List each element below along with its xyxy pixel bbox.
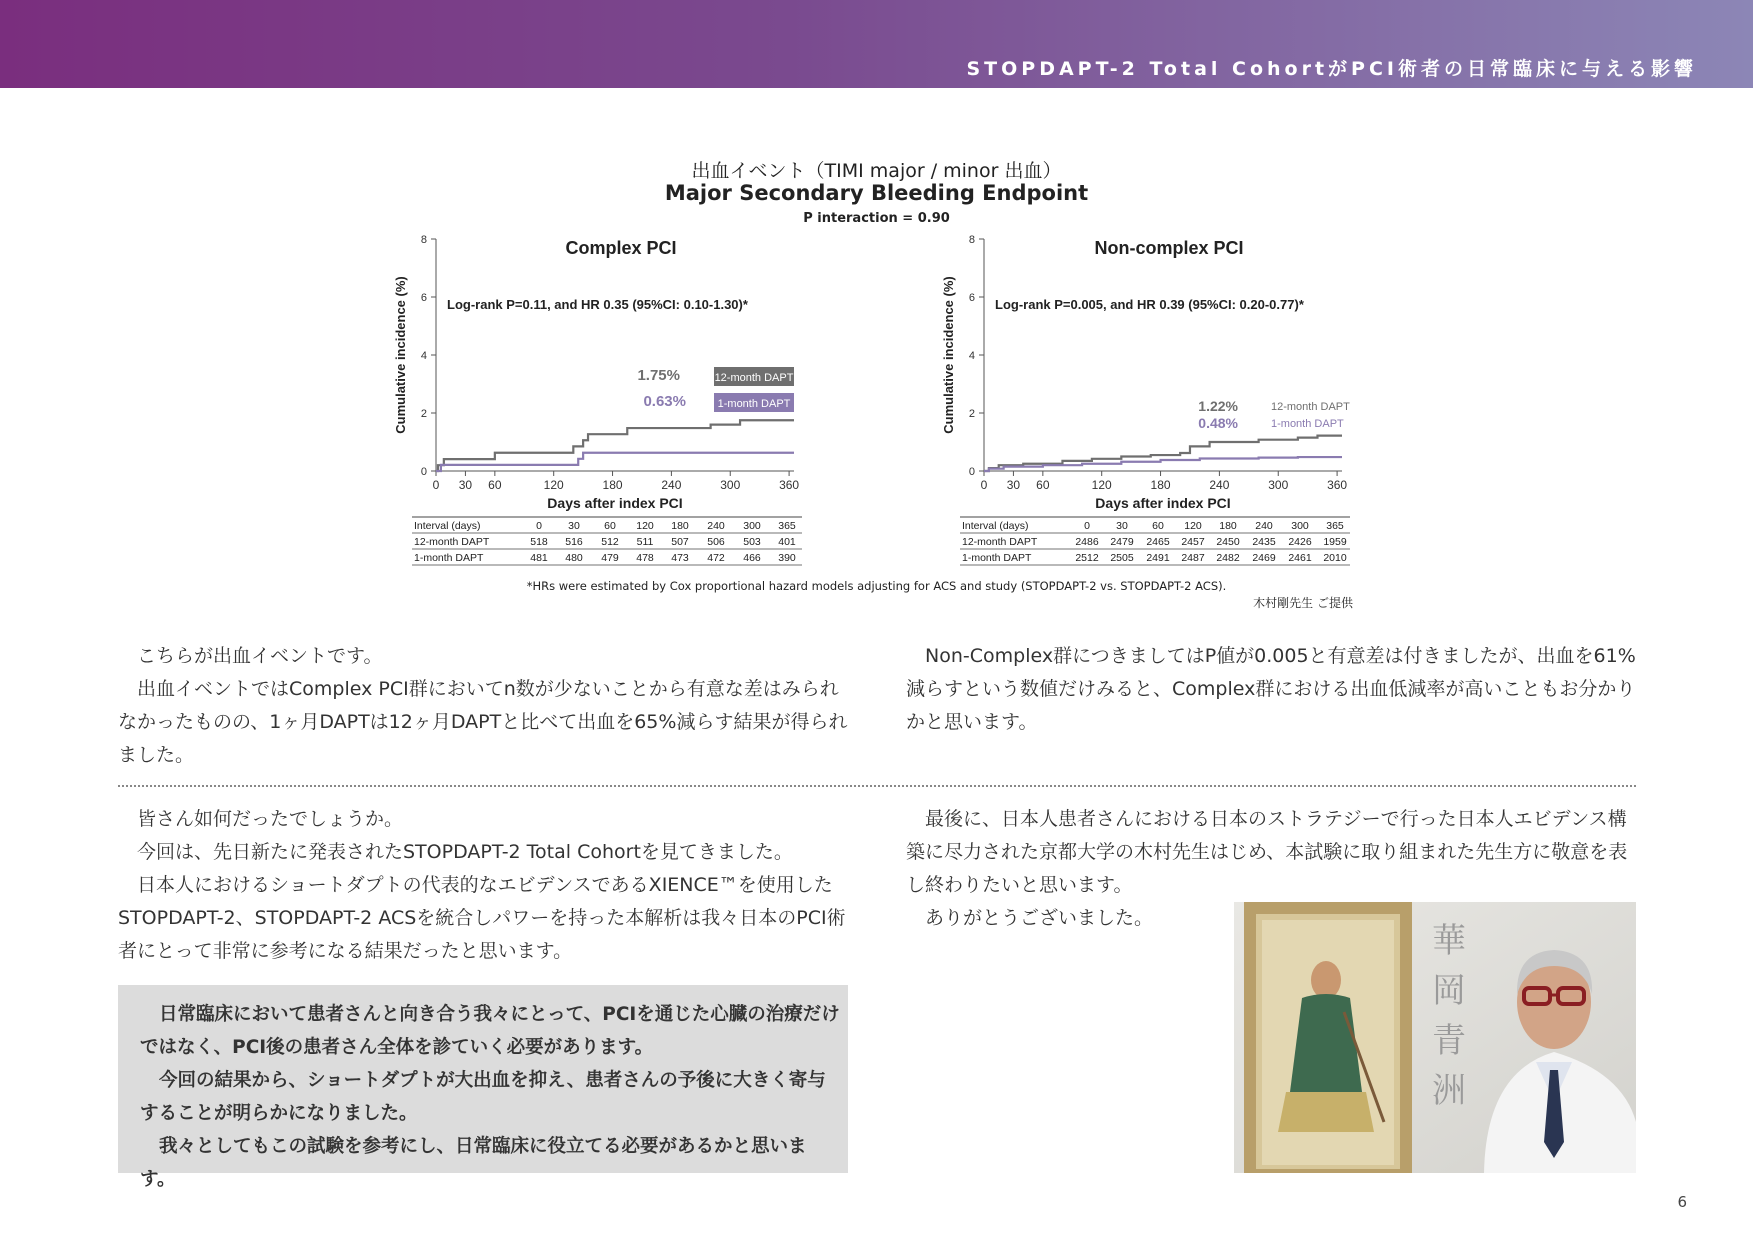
x-tick-label: 60 [488,478,502,492]
x-axis-label: Days after index PCI [547,495,683,511]
x-tick-label: 240 [661,478,682,492]
paragraph: 今回は、先日新たに発表されたSTOPDAPT-2 Total Cohortを見てきました。 [137,841,793,863]
paragraph: 日本人におけるショートダプトの代表的なエビデンスであるXIENCE™を使用したSTOPDAPT-2、STOPDAPT-2 ACSを統合しパワーを持った本解析は我々日本のPCI術者にとって非常に参考になる結果だったと思います。 [118,874,846,962]
y-tick-label: 2 [968,408,975,420]
table-header-cell: 365 [1326,520,1344,532]
text-left-2 [118,803,848,968]
end-value-1month: 0.63% [643,393,686,410]
logrank-annotation: Log-rank P=0.11, and HR 0.35 (95%CI: 0.10-1.30)* [447,297,748,312]
legend-label-1month: 1-month DAPT [717,398,791,410]
chart-title: Non-complex PCI [1094,238,1244,258]
table-header-cell: 0 [536,520,542,532]
paragraph: Non-Complex群につきましてはP値が0.005と有意差は付きましたが、出血を61%減らすという数値だけみると、Complex群における出血低減率が高いこともお分かりかと思います。 [906,645,1636,733]
table-cell: 2461 [1288,552,1312,564]
y-tick-label: 8 [420,234,427,246]
calligraphy-char: 青 [1432,1021,1466,1061]
callout-box [118,985,848,1190]
figure-credit: 木村剛先生 ご提供 [1253,596,1353,610]
table-cell: 401 [778,536,796,548]
table-header-cell: 180 [1219,520,1237,532]
table-header-cell: 300 [743,520,761,532]
table-cell: 473 [671,552,689,564]
table-cell: 2482 [1216,552,1240,564]
table-cell: 2487 [1181,552,1205,564]
calligraphy-char: 洲 [1432,1071,1466,1111]
table-header-cell: 240 [707,520,725,532]
table-cell: 2457 [1181,536,1205,548]
km-curve-1month [436,453,794,471]
table-header-cell: 240 [1255,520,1273,532]
page-number: 6 [1677,1193,1687,1211]
table-header-cell: 365 [778,520,796,532]
y-tick-label: 6 [420,292,427,304]
legend-label-12month: 12-month DAPT [1271,401,1350,413]
x-tick-label: 30 [1006,478,1021,492]
table-cell: 2010 [1323,552,1347,564]
table-cell: 481 [530,552,548,564]
x-tick-label: 300 [1268,478,1289,492]
table-cell: 2486 [1075,536,1099,548]
paragraph: こちらが出血イベントです。 [137,645,383,667]
table-cell: 503 [743,536,761,548]
x-tick-label: 120 [543,478,564,492]
table-cell: 479 [601,552,619,564]
table-cell: 2512 [1075,552,1099,564]
header-banner [0,0,1753,88]
table-cell: 2426 [1288,536,1312,548]
chart-title: Complex PCI [565,238,677,258]
y-tick-label: 4 [968,350,975,362]
x-tick-label: 240 [1209,478,1230,492]
table-cell: 2479 [1110,536,1134,548]
paragraph: 日常臨床において患者さんと向き合う我々にとって、PCIを通じた心臓の治療だけではなく、PCI後の患者さん全体を診ていく必要があります。 [140,1004,840,1058]
table-header-cell: 0 [1084,520,1090,532]
table-cell: 2465 [1146,536,1170,548]
table-cell: 516 [565,536,583,548]
text-left-1 [118,640,848,772]
table-cell: 472 [707,552,725,564]
table-cell: 507 [671,536,689,548]
figure-title-jp: 出血イベント（TIMI major / minor 出血） [691,160,1062,182]
table-cell: 390 [778,552,796,564]
x-tick-label: 0 [980,478,988,492]
paragraph: ありがとうございました。 [925,907,1154,929]
table-header-cell: 60 [1152,520,1164,532]
table-cell: 480 [565,552,583,564]
table-cell: 466 [743,552,761,564]
table-header-cell: 120 [636,520,654,532]
y-tick-label: 2 [420,408,427,420]
p-interaction: P interaction = 0.90 [803,211,950,226]
calligraphy-char: 華 [1432,921,1466,961]
y-tick-label: 0 [968,466,975,478]
x-tick-label: 30 [458,478,473,492]
doctor-photo [1234,902,1636,1173]
text-right-1 [906,640,1636,739]
x-tick-label: 180 [1150,478,1171,492]
y-tick-label: 4 [420,350,427,362]
y-axis-label: Cumulative incidence (%) [941,276,956,434]
table-header-cell: 60 [604,520,616,532]
x-tick-label: 300 [720,478,741,492]
legend-label-12month: 12-month DAPT [714,372,794,384]
table-cell: 1-month DAPT [962,552,1032,564]
table-cell: 478 [636,552,654,564]
table-header-cell: 120 [1184,520,1202,532]
table-cell: 2491 [1146,552,1170,564]
km-charts [380,226,1380,576]
x-tick-label: 120 [1091,478,1112,492]
end-value-1month: 0.48% [1198,415,1238,431]
x-tick-label: 360 [779,478,800,492]
y-tick-label: 8 [968,234,975,246]
end-value-12month: 1.22% [1198,398,1238,414]
dotted-divider [118,785,1636,787]
table-header-cell: Interval (days) [962,520,1029,532]
end-value-12month: 1.75% [637,367,680,384]
table-header-cell: 180 [671,520,689,532]
logrank-annotation: Log-rank P=0.005, and HR 0.39 (95%CI: 0.20-0.77)* [995,297,1304,312]
table-cell: 2435 [1252,536,1276,548]
paragraph: 皆さん如何だったでしょうか。 [137,808,404,830]
callout-text [140,998,840,1196]
x-tick-label: 60 [1036,478,1050,492]
paragraph: 今回の結果から、ショートダプトが大出血を抑え、患者さんの予後に大きく寄与することが明らかになりました。 [140,1070,826,1124]
table-cell: 511 [636,536,654,548]
page-header-title: STOPDAPT-2 Total CohortがPCI術者の日常臨床に与える影響 [966,58,1697,80]
calligraphy-char: 岡 [1432,971,1466,1011]
table-cell: 12-month DAPT [414,536,490,548]
table-cell: 2450 [1216,536,1240,548]
table-header-cell: 30 [568,520,580,532]
legend-label-1month: 1-month DAPT [1271,418,1344,430]
paragraph: 最後に、日本人患者さんにおける日本のストラテジーで行った日本人エビデンス構築に尽力された京都大学の木村先生はじめ、本試験に取り組まれた先生方に敬意を表し終わりたいと思います。 [906,808,1628,896]
figure-footnote: *HRs were estimated by Cox proportional hazard models adjusting for ACS and study (STOPDAPT-2 vs. STOPDAPT-2 ACS). [526,579,1227,593]
y-axis-label: Cumulative incidence (%) [393,276,408,434]
table-cell: 518 [530,536,548,548]
x-axis-label: Days after index PCI [1095,495,1231,511]
table-cell: 506 [707,536,725,548]
paragraph: 出血イベントではComplex PCI群においてn数が少ないことから有意な差はみられなかったものの、1ヶ月DAPTは12ヶ月DAPTと比べて出血を65%減らす結果が得られました。 [118,678,848,766]
table-cell: 12-month DAPT [962,536,1038,548]
table-header-cell: 300 [1291,520,1309,532]
table-cell: 512 [601,536,619,548]
figure-title-en: Major Secondary Bleeding Endpoint [664,181,1089,205]
paragraph: 我々としてもこの試験を参考にし、日常臨床に役立てる必要があるかと思います。 [140,1136,807,1190]
table-header-cell: Interval (days) [414,520,481,532]
y-tick-label: 6 [968,292,975,304]
x-tick-label: 180 [602,478,623,492]
x-tick-label: 0 [432,478,440,492]
x-tick-label: 360 [1327,478,1348,492]
table-cell: 1-month DAPT [414,552,484,564]
y-tick-label: 0 [420,466,427,478]
table-cell: 1959 [1323,536,1347,548]
km-curve-12month [436,420,794,471]
table-cell: 2505 [1110,552,1134,564]
table-header-cell: 30 [1116,520,1128,532]
table-cell: 2469 [1252,552,1276,564]
